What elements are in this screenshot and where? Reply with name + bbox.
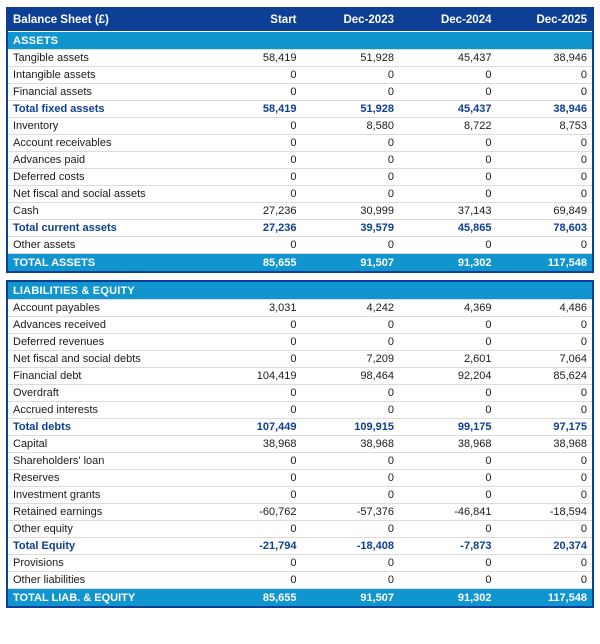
cell-value: 0 <box>387 489 394 501</box>
cell-value: 51,928 <box>360 52 394 64</box>
grand-total-row <box>8 588 592 606</box>
row-label: Total Equity <box>13 540 76 552</box>
row-label: Provisions <box>13 557 64 569</box>
cell-value: 0 <box>387 336 394 348</box>
cell-value: 0 <box>290 188 297 200</box>
cell-value: 38,968 <box>553 438 587 450</box>
subtotal-row <box>8 100 592 117</box>
cell-value: 0 <box>485 137 492 149</box>
table-row <box>8 333 592 350</box>
cell-value: 0 <box>387 523 394 535</box>
section-header-row <box>8 282 592 299</box>
row-label: Intangible assets <box>13 69 96 81</box>
section-header-label: ASSETS <box>13 34 59 47</box>
column-header-dec-2025: Dec-2025 <box>536 14 587 26</box>
grand-total-value: 117,548 <box>547 591 587 604</box>
row-label: Total debts <box>13 421 71 433</box>
table-row <box>8 486 592 503</box>
row-label: Cash <box>13 205 39 217</box>
cell-value: 0 <box>580 154 587 166</box>
cell-value: 97,175 <box>553 421 587 433</box>
table-row <box>8 117 592 134</box>
table-row <box>8 236 592 253</box>
table-row <box>8 571 592 588</box>
cell-value: 38,946 <box>553 52 587 64</box>
cell-value: 107,449 <box>256 421 297 433</box>
row-label: Financial assets <box>13 86 92 98</box>
cell-value: 0 <box>580 69 587 81</box>
cell-value: 0 <box>290 86 297 98</box>
grand-total-value: 91,507 <box>360 256 394 269</box>
section-header-label: LIABILITIES & EQUITY <box>13 284 135 297</box>
row-label: Financial debt <box>13 370 82 382</box>
cell-value: 0 <box>387 137 394 149</box>
cell-value: 0 <box>485 455 492 467</box>
row-label: Other assets <box>13 239 76 251</box>
cell-value: 0 <box>290 319 297 331</box>
row-label: Account payables <box>13 302 100 314</box>
table-row <box>8 151 592 168</box>
cell-value: 0 <box>387 472 394 484</box>
cell-value: 30,999 <box>360 205 394 217</box>
cell-value: 0 <box>290 404 297 416</box>
cell-value: 0 <box>290 387 297 399</box>
cell-value: 8,753 <box>559 120 587 132</box>
cell-value: 0 <box>387 574 394 586</box>
cell-value: 0 <box>580 188 587 200</box>
cell-value: 0 <box>290 455 297 467</box>
grand-total-label: TOTAL ASSETS <box>13 256 96 269</box>
row-label: Investment grants <box>13 489 101 501</box>
cell-value: 0 <box>485 387 492 399</box>
grand-total-row <box>8 253 592 271</box>
cell-value: 27,236 <box>262 205 297 217</box>
cell-value: -60,762 <box>259 506 297 518</box>
cell-value: -18,594 <box>549 506 587 518</box>
table-row <box>8 168 592 185</box>
grand-total-value: 85,655 <box>262 591 297 604</box>
cell-value: 38,946 <box>553 103 587 115</box>
cell-value: 0 <box>290 171 297 183</box>
cell-value: 0 <box>290 239 297 251</box>
cell-value: 0 <box>290 154 297 166</box>
cell-value: 8,722 <box>463 120 492 132</box>
section-header-row <box>8 32 592 49</box>
cell-value: 0 <box>387 239 394 251</box>
cell-value: 2,601 <box>463 353 492 365</box>
cell-value: 7,064 <box>559 353 587 365</box>
table-row <box>8 384 592 401</box>
cell-value: -18,408 <box>356 540 394 552</box>
subtotal-row <box>8 219 592 236</box>
cell-value: 8,580 <box>366 120 394 132</box>
row-label: Deferred costs <box>13 171 85 183</box>
cell-value: 0 <box>290 353 297 365</box>
table-title: Balance Sheet (£) <box>13 14 109 26</box>
table-row <box>8 202 592 219</box>
cell-value: 0 <box>485 574 492 586</box>
cell-value: 0 <box>580 557 587 569</box>
cell-value: 0 <box>580 171 587 183</box>
cell-value: 39,579 <box>360 222 394 234</box>
cell-value: 45,865 <box>457 222 492 234</box>
cell-value: 0 <box>387 387 394 399</box>
row-label: Total fixed assets <box>13 103 105 115</box>
row-label: Deferred revenues <box>13 336 105 348</box>
cell-value: 0 <box>485 154 492 166</box>
cell-value: 37,143 <box>457 205 492 217</box>
grand-total-value: 85,655 <box>262 256 297 269</box>
row-label: Net fiscal and social debts <box>13 353 141 365</box>
row-label: Overdraft <box>13 387 59 399</box>
subtotal-row <box>8 418 592 435</box>
cell-value: 0 <box>387 188 394 200</box>
cell-value: 0 <box>387 69 394 81</box>
cell-value: 0 <box>580 336 587 348</box>
table-row <box>8 469 592 486</box>
cell-value: 0 <box>290 69 297 81</box>
grand-total-value: 91,302 <box>457 256 492 269</box>
cell-value: 98,464 <box>360 370 394 382</box>
row-label: Reserves <box>13 472 60 484</box>
liabilities-equity-table-block <box>6 280 594 608</box>
row-label: Net fiscal and social assets <box>13 188 146 200</box>
cell-value: 0 <box>290 574 297 586</box>
cell-value: 0 <box>387 154 394 166</box>
cell-value: 7,209 <box>366 353 394 365</box>
cell-value: 0 <box>485 523 492 535</box>
cell-value: 0 <box>580 86 587 98</box>
row-label: Tangible assets <box>13 52 89 64</box>
table-row <box>8 350 592 367</box>
row-label: Advances received <box>13 319 106 331</box>
cell-value: 20,374 <box>553 540 587 552</box>
cell-value: 0 <box>387 319 394 331</box>
table-row <box>8 452 592 469</box>
cell-value: 0 <box>387 404 394 416</box>
cell-value: 0 <box>580 523 587 535</box>
cell-value: -21,794 <box>259 540 297 552</box>
column-header-dec-2024: Dec-2024 <box>440 14 492 26</box>
cell-value: 85,624 <box>553 370 587 382</box>
row-label: Other liabilities <box>13 574 86 586</box>
cell-value: 0 <box>290 489 297 501</box>
cell-value: 0 <box>485 404 492 416</box>
cell-value: 0 <box>485 319 492 331</box>
table-row <box>8 367 592 384</box>
grand-total-value: 117,548 <box>547 256 587 269</box>
cell-value: 0 <box>387 455 394 467</box>
cell-value: -57,376 <box>356 506 394 518</box>
column-header-start: Start <box>270 14 297 26</box>
column-header-dec-2023: Dec-2023 <box>343 14 394 26</box>
table-row <box>8 83 592 100</box>
table-row <box>8 503 592 520</box>
table-row <box>8 134 592 151</box>
grand-total-value: 91,507 <box>360 591 394 604</box>
cell-value: 38,968 <box>360 438 394 450</box>
cell-value: 45,437 <box>457 103 492 115</box>
cell-value: 0 <box>485 69 492 81</box>
table-row <box>8 299 592 316</box>
row-label: Advances paid <box>13 154 86 166</box>
table-row <box>8 435 592 452</box>
table-row <box>8 520 592 537</box>
cell-value: -7,873 <box>460 540 492 552</box>
row-label: Total current assets <box>13 222 117 234</box>
cell-value: 38,968 <box>262 438 297 450</box>
table-row <box>8 66 592 83</box>
cell-value: 92,204 <box>457 370 492 382</box>
row-label: Other equity <box>13 523 73 535</box>
cell-value: 0 <box>485 171 492 183</box>
table-row <box>8 185 592 202</box>
table-header-row <box>8 9 592 31</box>
cell-value: 0 <box>290 472 297 484</box>
assets-table-block <box>6 7 594 273</box>
table-row <box>8 49 592 66</box>
cell-value: 0 <box>290 336 297 348</box>
cell-value: 4,486 <box>559 302 587 314</box>
section-gap <box>6 273 594 280</box>
grand-total-value: 91,302 <box>457 591 492 604</box>
cell-value: 3,031 <box>268 302 297 314</box>
cell-value: 0 <box>290 137 297 149</box>
cell-value: 27,236 <box>262 222 297 234</box>
cell-value: 0 <box>580 137 587 149</box>
cell-value: 0 <box>290 523 297 535</box>
table-row <box>8 554 592 571</box>
cell-value: 0 <box>580 404 587 416</box>
cell-value: 0 <box>580 455 587 467</box>
cell-value: 0 <box>485 489 492 501</box>
cell-value: 51,928 <box>360 103 394 115</box>
row-label: Inventory <box>13 120 59 132</box>
subtotal-row <box>8 537 592 554</box>
cell-value: 0 <box>485 472 492 484</box>
table-row <box>8 316 592 333</box>
cell-value: 0 <box>580 489 587 501</box>
cell-value: 58,419 <box>262 52 297 64</box>
cell-value: 45,437 <box>457 52 492 64</box>
row-label: Accrued interests <box>13 404 98 416</box>
row-label: Retained earnings <box>13 506 103 518</box>
cell-value: 0 <box>485 86 492 98</box>
cell-value: 0 <box>580 472 587 484</box>
cell-value: 0 <box>485 239 492 251</box>
cell-value: 0 <box>580 387 587 399</box>
cell-value: 69,849 <box>553 205 587 217</box>
cell-value: 4,369 <box>463 302 492 314</box>
cell-value: 0 <box>580 574 587 586</box>
cell-value: 4,242 <box>366 302 394 314</box>
cell-value: 0 <box>387 557 394 569</box>
table-row <box>8 401 592 418</box>
balance-sheet-table <box>6 7 594 608</box>
cell-value: 99,175 <box>457 421 492 433</box>
cell-value: 0 <box>580 319 587 331</box>
cell-value: 109,915 <box>354 421 394 433</box>
assets-section-body <box>8 32 592 271</box>
cell-value: 0 <box>485 188 492 200</box>
cell-value: 0 <box>485 336 492 348</box>
cell-value: 0 <box>387 86 394 98</box>
cell-value: 0 <box>387 171 394 183</box>
cell-value: 0 <box>290 120 297 132</box>
cell-value: 0 <box>485 557 492 569</box>
cell-value: 58,419 <box>262 103 297 115</box>
cell-value: 78,603 <box>553 222 587 234</box>
liabilities-equity-section-body <box>8 282 592 606</box>
cell-value: 104,419 <box>256 370 297 382</box>
cell-value: 0 <box>290 557 297 569</box>
cell-value: 0 <box>580 239 587 251</box>
cell-value: -46,841 <box>454 506 492 518</box>
row-label: Capital <box>13 438 48 450</box>
row-label: Shareholders' loan <box>13 455 105 467</box>
grand-total-label: TOTAL LIAB. & EQUITY <box>13 591 136 604</box>
cell-value: 38,968 <box>457 438 492 450</box>
row-label: Account receivables <box>13 137 112 149</box>
